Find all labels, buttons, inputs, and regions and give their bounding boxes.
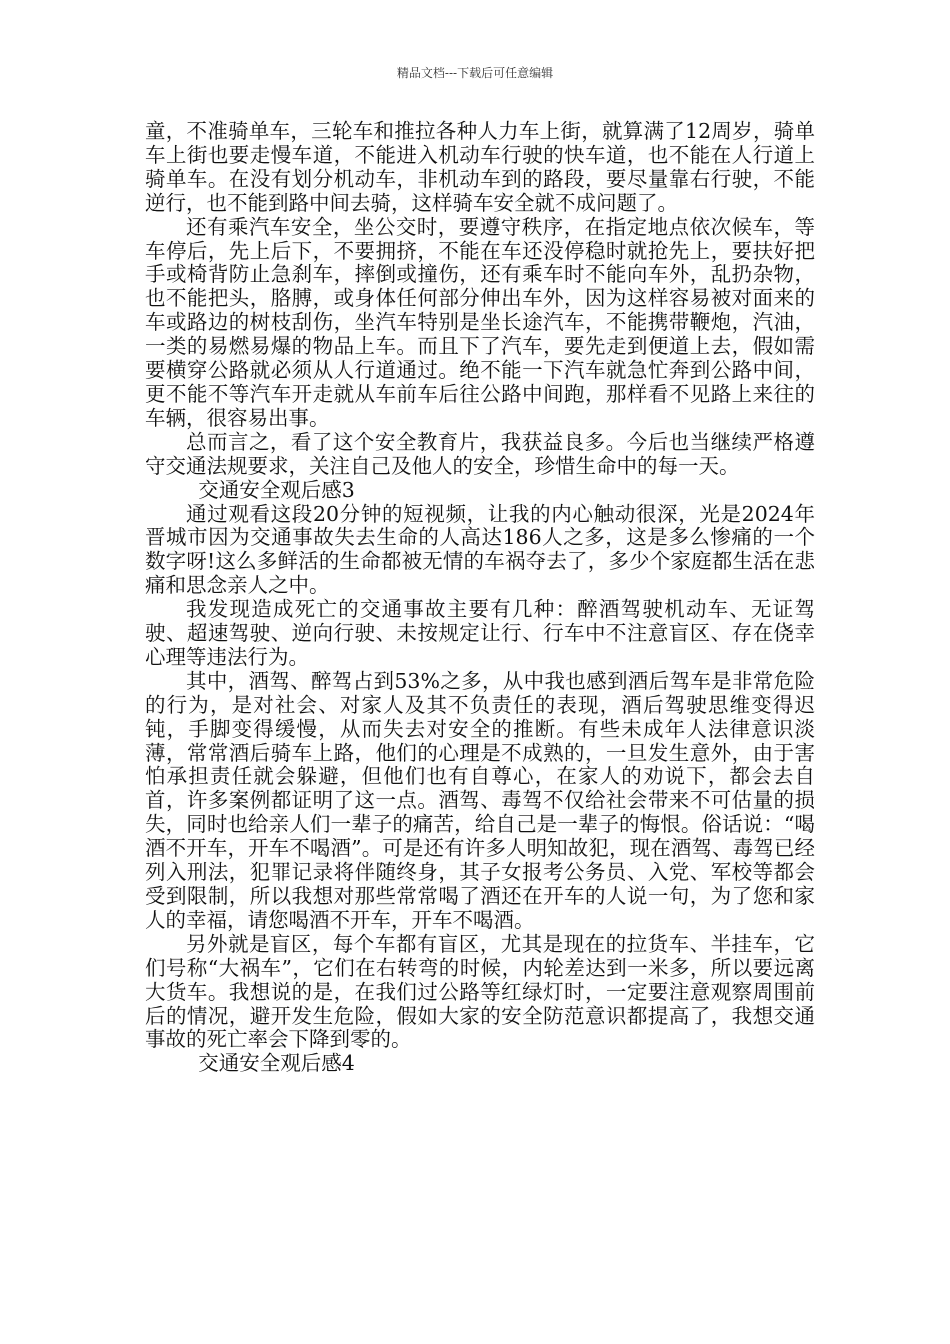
- paragraph-accident-causes: 我发现造成死亡的交通事故主要有几种：醉酒驾驶机动车、无证驾驶、超速驾驶、逆向行驶、未按规定让行、行车中不注意盲区、存在侥幸心理等违法行为。: [145, 597, 815, 669]
- document-body: [145, 120, 815, 1076]
- section-heading-3: 交通安全观后感3: [198, 477, 355, 502]
- paragraph-drunk-driving: 其中，酒驾、醉驾占到53%之多，从中我也感到酒后驾车是非常危险的行为，是对社会、对家人及其不负责任的表现，酒后驾驶思维变得迟钝，手脚变得缓慢，从而失去对安全的推断。有些未成年人法律意识淡薄，常常酒后骑车上路，他们的心理是不成熟的，一旦发生意外，由于害怕承担责任就会躲避，但他们也有自尊心，在家人的劝说下，都会去自首，许多案例都证明了这一点。酒驾、毒驾不仅给社会带来不可估量的损失，同时也给亲人们一辈子的痛苦，给自己是一辈子的悔恨。俗话说：“喝酒不开车，开车不喝酒”。可是还有许多人明知故犯，现在酒驾、毒驾已经列入刑法，犯罪记录将伴随终身，其子女报考公务员、入党、军校等都会受到限制，所以我想对那些常常喝了酒还在开车的人说一句，为了您和家人的幸福，请您喝酒不开车，开车不喝酒。: [145, 668, 815, 932]
- paragraph-cycling-rules: 童，不准骑单车，三轮车和推拉各种人力车上街，就算满了12周岁，骑单车上街也要走慢车道，不能进入机动车行驶的快车道，也不能在人行道上骑单车。在没有划分机动车，非机动车到的路段，要尽量靠右行驶，不能逆行，也不能到路中间去骑，这样骑车安全就不成问题了。: [145, 119, 815, 215]
- section-heading-4: 交通安全观后感4: [198, 1051, 355, 1076]
- paragraph-bus-safety: 还有乘汽车安全，坐公交时，要遵守秩序，在指定地点依次候车，等车停后，先上后下，不要拥挤，不能在车还没停稳时就抢先上，要扶好把手或椅背防止急刹车，摔倒或撞伤，还有乘车时不能向车外，乱扔杂物，也不能把头，胳膊，或身体任何部分伸出车外，因为这样容易被对面来的车或路边的树枝刮伤，坐汽车特别是坐长途汽车，不能携带鞭炮，汽油，一类的易燃易爆的物品上车。而且下了汽车，要先走到便道上去，假如需要横穿公路就必须从人行道通过。绝不能一下汽车就急忙奔到公路中间，更不能不等汽车开走就从车前车后往公路中间跑，那样看不见路上来往的车辆，很容易出事。: [145, 214, 815, 430]
- page-header: 精品文档---下载后可任意编辑: [396, 66, 554, 80]
- paragraph-video-impact: 通过观看这段20分钟的短视频，让我的内心触动很深，光是2024年晋城市因为交通事故失去生命的人高达186人之多，这是多么惨痛的一个数字呀!这么多鲜活的生命都被无情的车祸夺去了，多少个家庭都生活在悲痛和思念亲人之中。: [145, 501, 815, 598]
- paragraph-blind-spot: 另外就是盲区，每个车都有盲区，尤其是现在的拉货车、半挂车，它们号称“大祸车”，它们在右转弯的时候，内轮差达到一米多，所以要远离大货车。我想说的是，在我们过公路等红绿灯时，一定要注意观察周围前后的情况，避开发生危险，假如大家的安全防范意识都提高了，我想交通事故的死亡率会下降到零的。: [145, 931, 815, 1052]
- paragraph-conclusion: 总而言之，看了这个安全教育片，我获益良多。今后也当继续严格遵守交通法规要求，关注自己及他人的安全，珍惜生命中的每一天。: [145, 429, 815, 478]
